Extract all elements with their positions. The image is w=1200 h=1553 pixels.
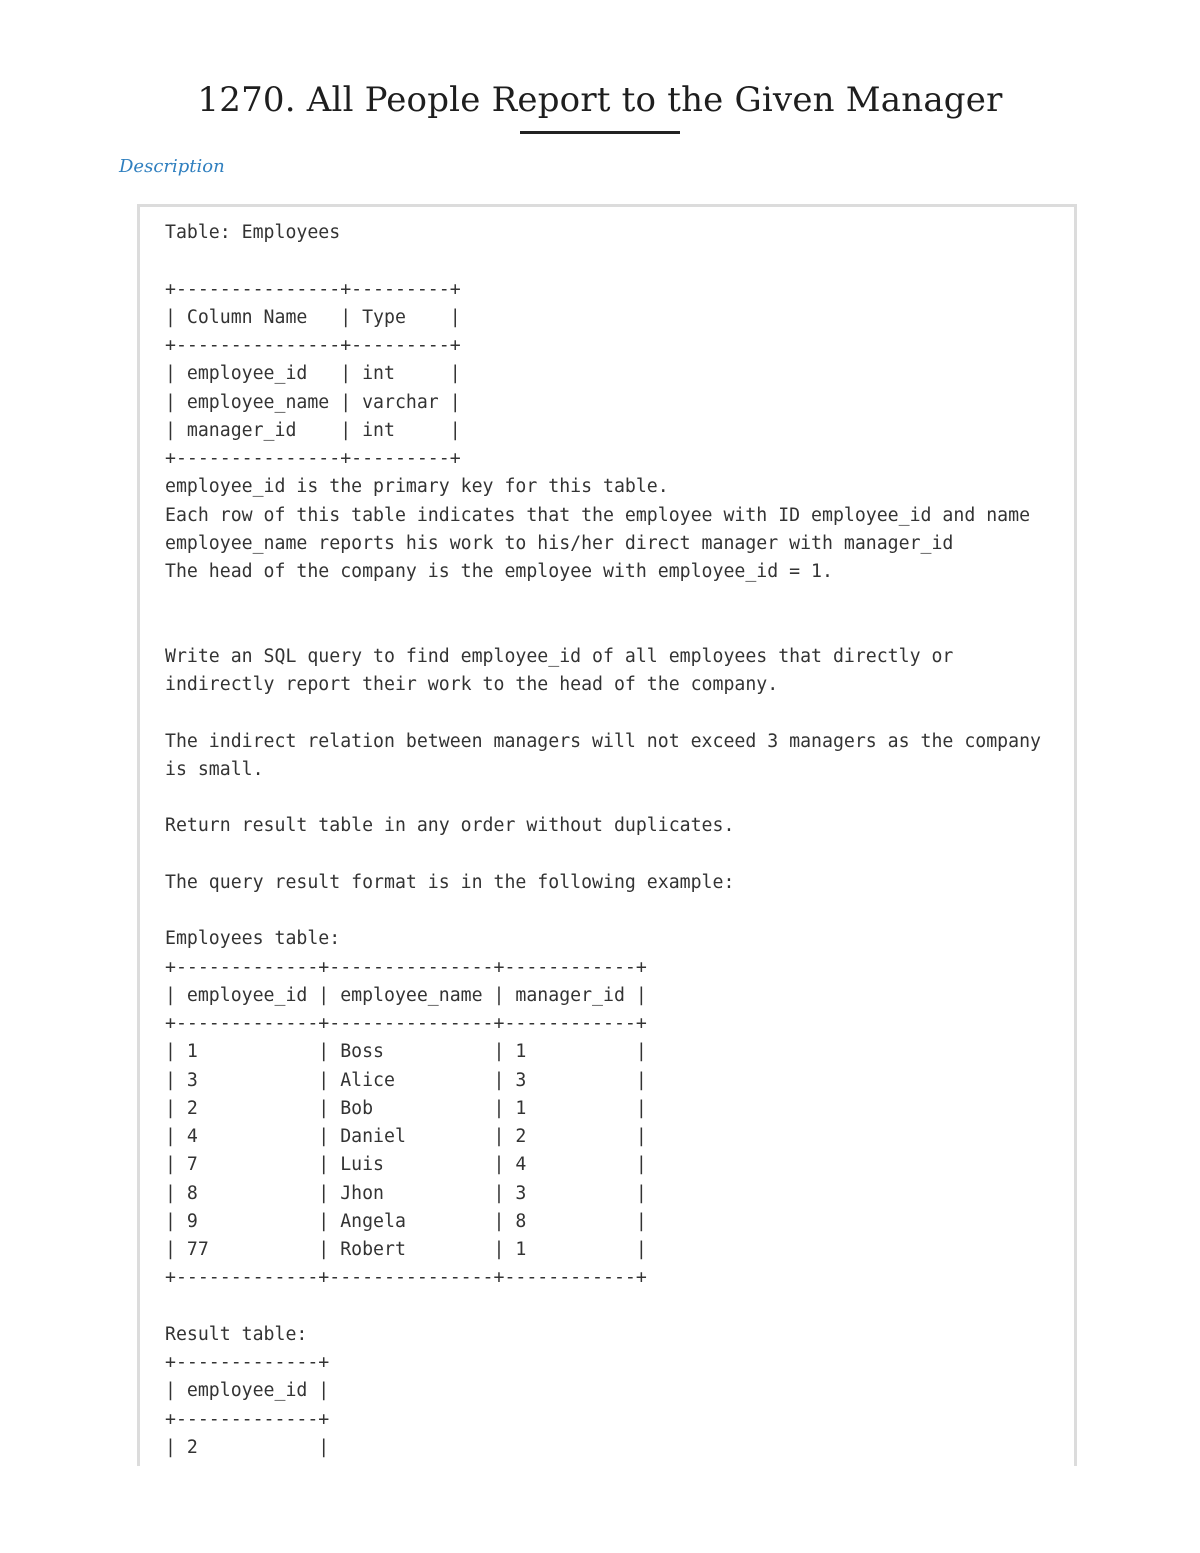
text-line: +---------------+---------+ [165,278,461,300]
text-line: Employees table: [165,928,341,950]
text-line: | 77 | Robert | 1 | [165,1239,647,1260]
text-line: | 9 | Angela | 8 | [165,1210,647,1232]
description-label[interactable]: Description [119,156,225,177]
text-line: | 4 | Daniel | 2 | [165,1126,647,1147]
text-line: +-------------+ [165,1352,330,1373]
text-line: | employee_name | varchar | [165,391,461,413]
text-line: Return result table in any order without duplicates. [165,815,735,837]
problem-description-box [137,204,1077,1504]
text-line: Result table: [165,1323,308,1345]
text-line [165,841,1041,869]
text-line: +---------------+---------+ [165,335,461,356]
text-line: The head of the company is the employee with employee_id = 1. [165,561,833,582]
text-line: | employee_id | int | [165,363,461,385]
text-line: +-------------+---------------+------------+ [165,1013,647,1034]
text-line [165,897,1041,925]
text-line: | 1 | Boss | 1 | [165,1041,647,1063]
text-line: employee_name reports his work to his/her direct manager with manager_id [165,532,954,554]
text-line: The indirect relation between managers will not exceed 3 managers as the company [165,730,1041,752]
text-line: | 7 | Luis | 4 | [165,1154,647,1176]
text-line: Each row of this table indicates that the employee with ID employee_id and name [165,504,1031,526]
text-line: Table: Employees [165,222,341,243]
text-line [165,1293,1041,1321]
text-line [165,699,1041,727]
text-line: The query result format is in the following example: [165,871,735,893]
text-line [165,784,1041,812]
text-line: | 2 | [165,1436,330,1458]
text-line: | 2 | Bob | 1 | [165,1097,647,1119]
text-line: | 3 | Alice | 3 | [165,1069,647,1091]
text-line [165,586,1041,614]
text-line [165,615,1041,643]
text-line: +-------------+---------------+------------+ [165,956,647,978]
text-line: | employee_id | [165,1380,330,1402]
text-line: +---------------+---------+ [165,448,461,469]
text-line: indirectly report their work to the head of the company. [165,674,779,695]
text-line: employee_id is the primary key for this table. [165,476,669,498]
text-line: | manager_id | int | [165,419,461,441]
text-line [165,247,1041,275]
text-line: +-------------+ [165,1408,330,1430]
text-line: is small. [165,758,264,780]
text-line: | 8 | Jhon | 3 | [165,1182,647,1204]
page-title: 1270. All People Report to the Given Manager [197,80,1003,120]
page-bottom-margin [0,1466,1200,1553]
problem-text [165,219,1041,1462]
title-underline [520,131,680,134]
text-line: +-------------+---------------+------------+ [165,1267,647,1289]
text-line: | Column Name | Type | [165,306,461,328]
text-line: Write an SQL query to find employee_id of all employees that directly or [165,645,954,667]
text-line: | employee_id | employee_name | manager_id | [165,984,647,1006]
